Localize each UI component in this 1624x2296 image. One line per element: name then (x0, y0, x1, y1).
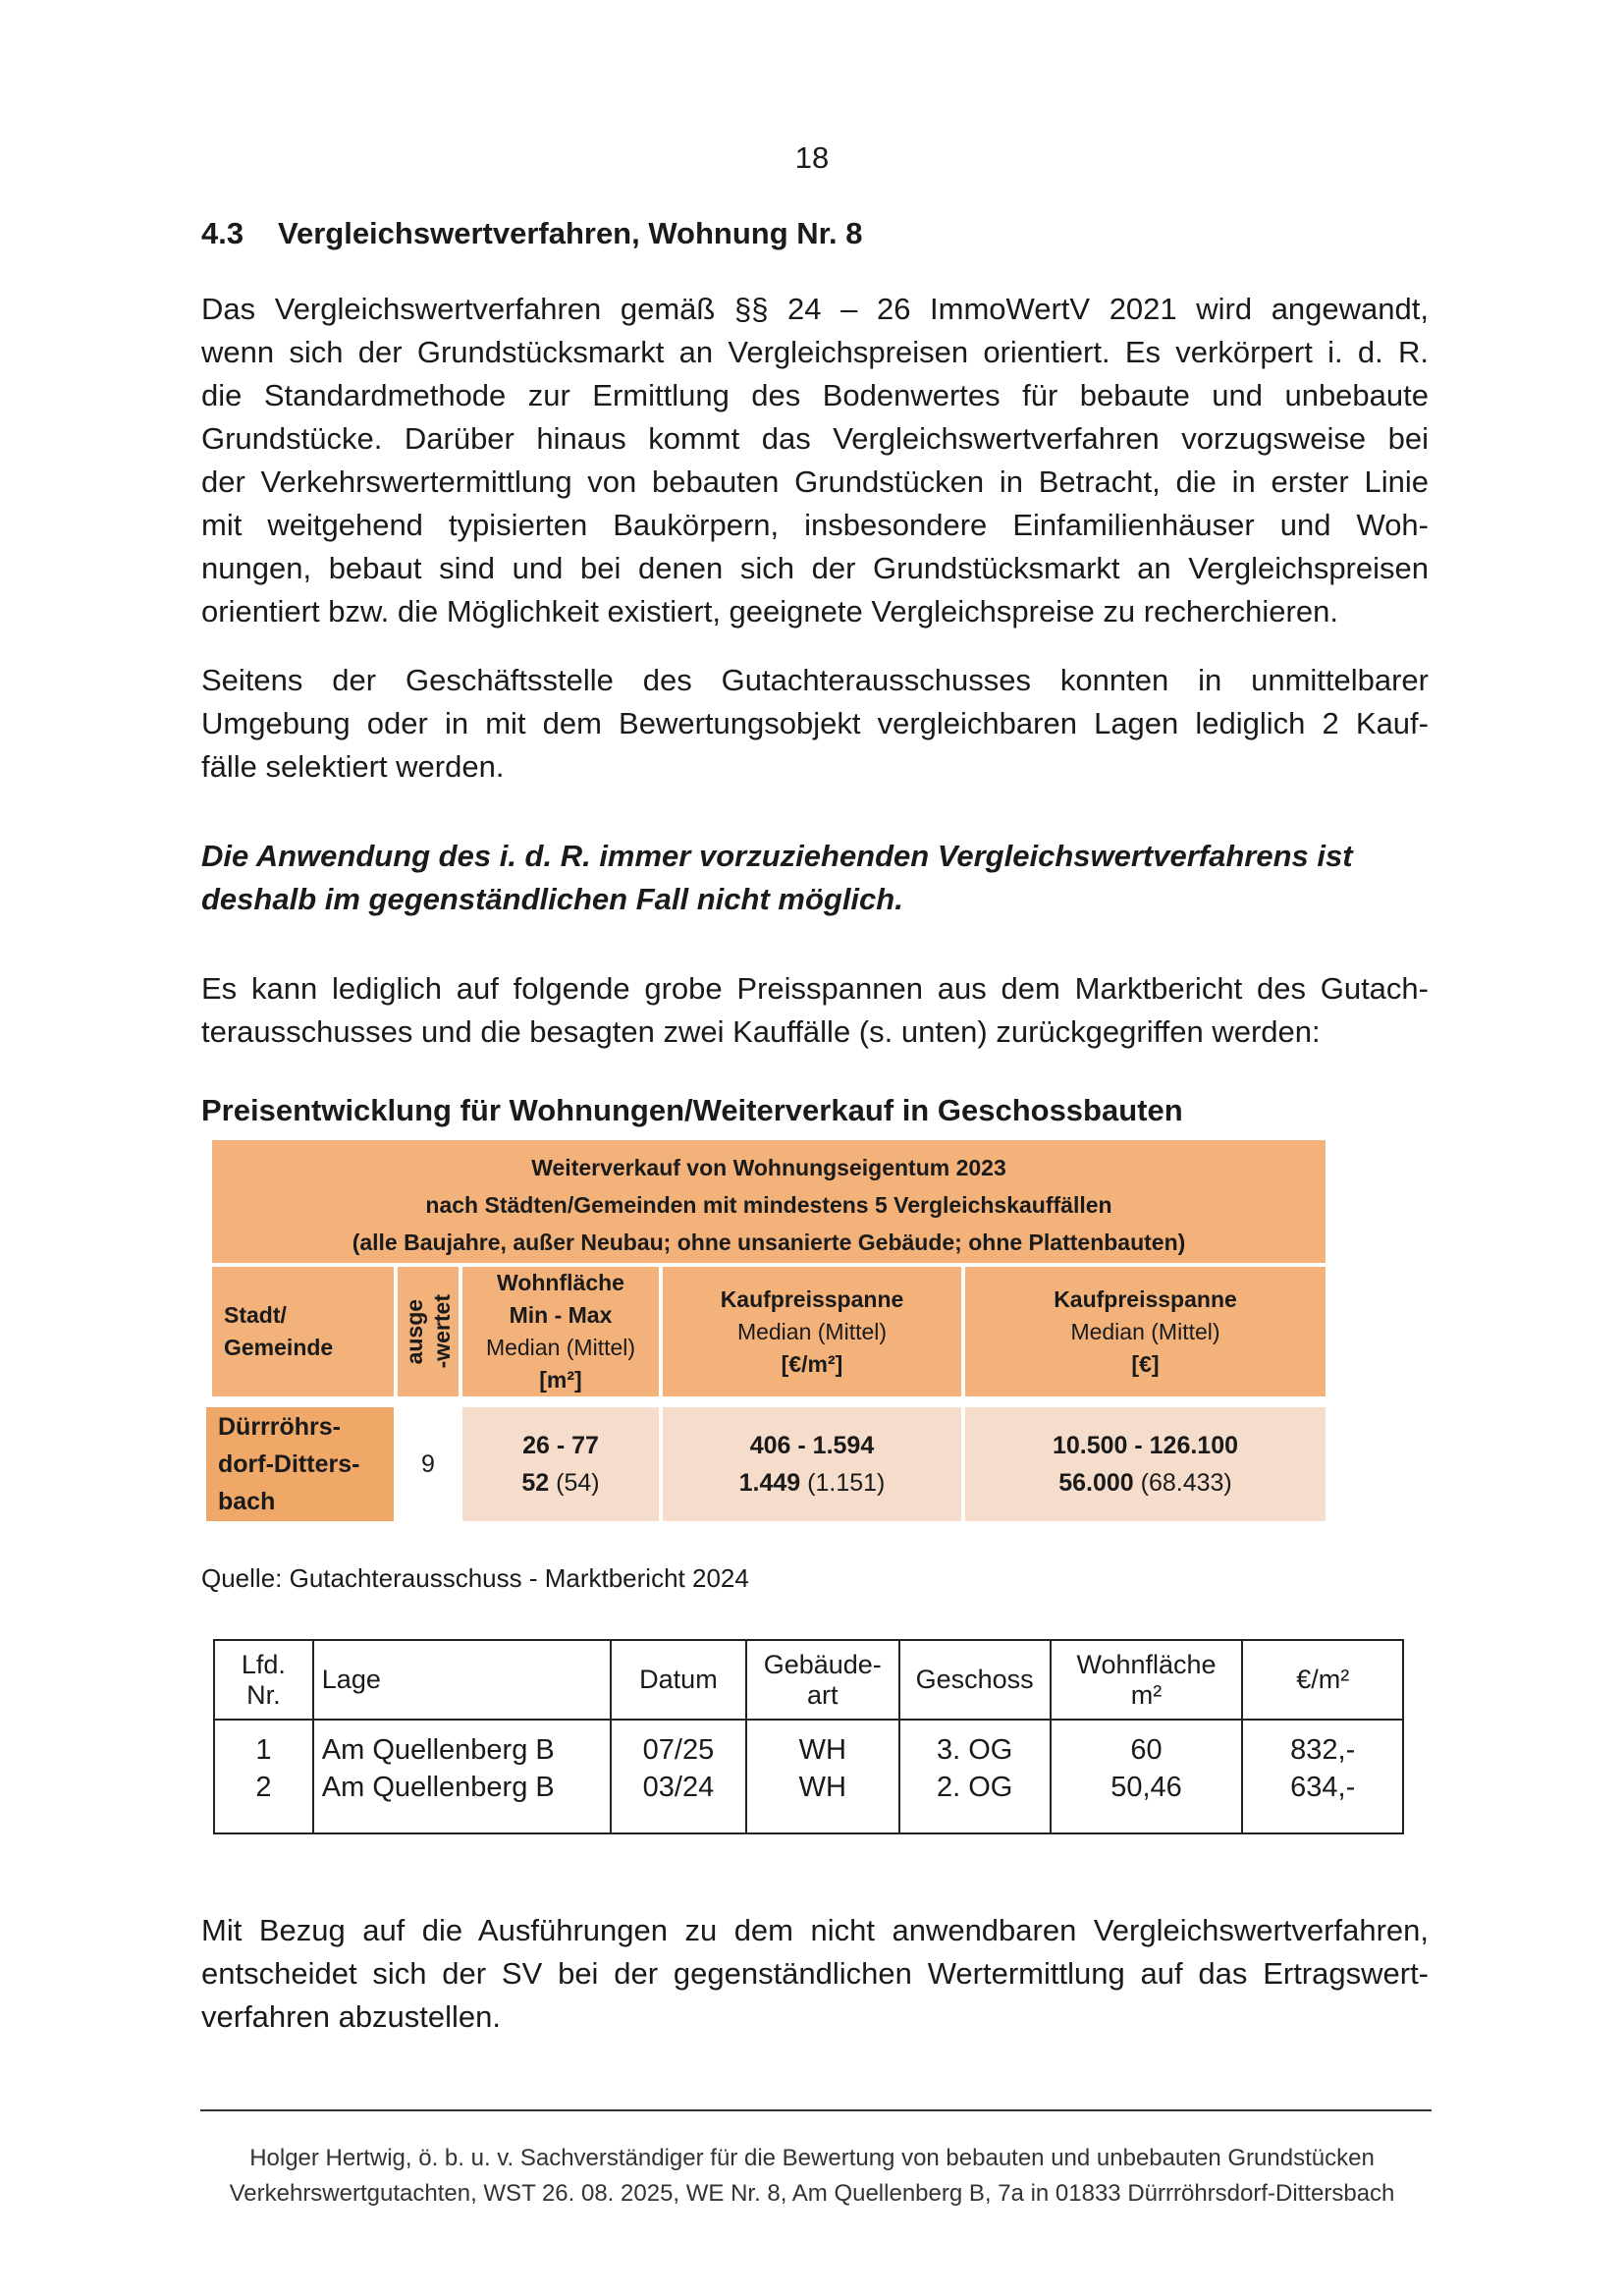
header-line: m² (1130, 1679, 1163, 1710)
header-flaeche (1051, 1640, 1243, 1720)
header-geschoss: Geschoss (899, 1640, 1051, 1720)
text-line: Mit Bezug auf die Ausführungen zu dem nicht anwendbaren Vergleichswertverfahren, (201, 1913, 1429, 1947)
header-line: Kaufpreisspanne (1054, 1285, 1237, 1312)
cell-datum: 03/24 (611, 1772, 746, 1833)
header-line: Gebäude- (763, 1649, 882, 1679)
table-row (214, 1720, 1403, 1772)
header-line: Median (Mittel) (736, 1318, 888, 1344)
cell-preis: 832,- (1242, 1720, 1403, 1772)
header-city (212, 1267, 394, 1396)
price-total-cell (965, 1407, 1326, 1521)
cell-nr: 1 (214, 1720, 313, 1772)
table-row (214, 1772, 1403, 1833)
cell-nr: 2 (214, 1772, 313, 1833)
header-area (462, 1267, 659, 1396)
header-line: ausge (402, 1298, 427, 1365)
price-total-mean: (68.433) (1140, 1469, 1232, 1497)
cell-geschoss: 3. OG (899, 1720, 1051, 1772)
price-sqm-range: 406 - 1.594 (749, 1432, 875, 1459)
header-line: Gemeinde (224, 1335, 334, 1360)
header-line: Lfd. (241, 1649, 286, 1679)
comparable-sales-table (213, 1639, 1404, 1834)
header-line: Kaufpreisspanne (720, 1285, 904, 1312)
text-line: deshalb im gegenständlichen Fall nicht möglich. (201, 882, 903, 916)
header-line: Nr. (246, 1679, 281, 1710)
text-line: Das Vergleichswertverfahren gemäß §§ 24 – 26 ImmoWertV 2021 wird angewandt, (201, 292, 1429, 326)
text-line: mit weitgehend typisierten Baukörpern, insbesondere Einfamilienhäuser und Woh- (201, 508, 1429, 542)
title-line: (alle Baujahre, außer Neubau; ohne unsanierte Gebäude; ohne Plattenbauten) (352, 1230, 1186, 1255)
cell-art: WH (746, 1772, 899, 1833)
price-sqm-median: 1.449 (738, 1469, 801, 1497)
area-mean: (54) (556, 1469, 600, 1497)
text-line: Die Anwendung des i. d. R. immer vorzuziehenden Vergleichswertverfahrens ist (201, 839, 1353, 873)
section-title: Vergleichswertverfahren, Wohnung Nr. 8 (278, 216, 863, 250)
header-line: [€] (1131, 1350, 1160, 1377)
fallback-paragraph (201, 967, 1429, 1054)
footer-line: Holger Hertwig, ö. b. u. v. Sachverständiger für die Bewertung von bebauten und unbebauten Grundstücken (249, 2145, 1375, 2171)
header-line: -wertet (429, 1294, 455, 1369)
header-line: Wohnfläche (497, 1270, 624, 1295)
text-line: Grundstücke. Darüber hinaus kommt das Vergleichswertverfahren vorzugsweise bei (201, 421, 1429, 456)
text-line: entscheidet sich der SV bei der gegenständlichen Wertermittlung auf das Ertragswert- (201, 1956, 1429, 1991)
footer-divider (200, 2109, 1432, 2111)
area-median: 52 (521, 1469, 550, 1497)
cell-flaeche: 60 (1051, 1720, 1243, 1772)
header-line: [€/m²] (781, 1350, 843, 1377)
header-line: art (807, 1679, 839, 1710)
cell-lage: Am Quellenberg B (313, 1772, 611, 1833)
text-line: Seitens der Geschäftsstelle des Gutachterausschusses konnten in unmittelbarer (201, 663, 1429, 697)
header-line: [m²] (539, 1367, 582, 1393)
header-preis: €/m² (1242, 1640, 1403, 1720)
header-price-total (965, 1267, 1326, 1396)
section-heading (201, 216, 862, 251)
cell-art: WH (746, 1720, 899, 1772)
area-range: 26 - 77 (522, 1432, 599, 1459)
price-total-median: 56.000 (1058, 1469, 1134, 1497)
header-line: Stadt/ (224, 1302, 287, 1328)
price-sqm-cell (663, 1407, 961, 1521)
city-cell (206, 1407, 394, 1521)
area-cell (462, 1407, 659, 1521)
city-line: dorf-Ditters- (218, 1450, 360, 1478)
header-line: Median (Mittel) (485, 1335, 636, 1360)
conclusion-paragraph (201, 1909, 1429, 2039)
count-cell (398, 1407, 459, 1521)
market-table-title (212, 1140, 1326, 1263)
text-line: orientiert bzw. die Möglichkeit existiert, geeignete Vergleichspreise zu recherchieren. (201, 594, 1338, 629)
section-number: 4.3 (201, 216, 244, 250)
text-line: wenn sich der Grundstücksmarkt an Vergleichspreisen orientiert. Es verkörpert i. d. R. (201, 335, 1429, 369)
cell-preis: 634,- (1242, 1772, 1403, 1833)
header-datum: Datum (611, 1640, 746, 1720)
selection-paragraph (201, 659, 1429, 789)
count-value: 9 (421, 1450, 435, 1478)
page-footer (0, 2141, 1624, 2212)
title-line: nach Städten/Gemeinden mit mindestens 5 Vergleichskauffällen (425, 1192, 1112, 1218)
cell-datum: 07/25 (611, 1720, 746, 1772)
text-line: Es kann lediglich auf folgende grobe Preisspannen aus dem Marktbericht des Gutach- (201, 971, 1429, 1006)
header-art (746, 1640, 899, 1720)
price-sqm-mean: (1.151) (807, 1469, 886, 1497)
text-line: die Standardmethode zur Ermittlung des Bodenwertes für bebaute und unbebaute (201, 378, 1429, 412)
city-line: bach (218, 1488, 276, 1515)
price-total-range: 10.500 - 126.100 (1052, 1432, 1239, 1459)
header-price-sqm (663, 1267, 961, 1396)
header-nr (214, 1640, 313, 1720)
cell-lage: Am Quellenberg B (313, 1720, 611, 1772)
city-line: Dürrröhrs- (218, 1413, 342, 1441)
text-line: Umgebung oder in mit dem Bewertungsobjekt vergleichbaren Lagen lediglich 2 Kauf- (201, 706, 1429, 740)
cell-flaeche: 50,46 (1051, 1772, 1243, 1833)
header-line: Median (Mittel) (1070, 1318, 1220, 1344)
table-header-row (214, 1640, 1403, 1720)
header-line: Min - Max (509, 1302, 613, 1328)
text-line: fälle selektiert werden. (201, 749, 505, 784)
emphasis-statement (201, 835, 1429, 921)
header-lage: Lage (313, 1640, 611, 1720)
text-line: der Verkehrswertermittlung von bebauten Grundstücken in Betracht, die in erster Linie (201, 465, 1429, 499)
cell-geschoss: 2. OG (899, 1772, 1051, 1833)
text-line: terausschusses und die besagten zwei Kauffälle (s. unten) zurückgegriffen werden: (201, 1014, 1321, 1049)
title-line: Weiterverkauf von Wohnungseigentum 2023 (531, 1155, 1006, 1180)
market-report-table (212, 1140, 1326, 1523)
header-line: Wohnfläche (1076, 1649, 1217, 1679)
header-count (398, 1267, 459, 1396)
price-table-heading: Preisentwicklung für Wohnungen/Weiterverkauf in Geschossbauten (201, 1093, 1183, 1127)
text-line: verfahren abzustellen. (201, 1999, 502, 2034)
page-number: 18 (794, 140, 830, 175)
text-line: nungen, bebaut sind und bei denen sich der Grundstücksmarkt an Vergleichspreisen (201, 551, 1429, 585)
table-source: Quelle: Gutachterausschuss - Marktbericht 2024 (201, 1563, 749, 1593)
footer-line: Verkehrswertgutachten, WST 26. 08. 2025, WE Nr. 8, Am Quellenberg B, 7a in 01833 Dürrröhrsdorf-Dittersbach (229, 2180, 1395, 2207)
intro-paragraph (201, 288, 1429, 633)
